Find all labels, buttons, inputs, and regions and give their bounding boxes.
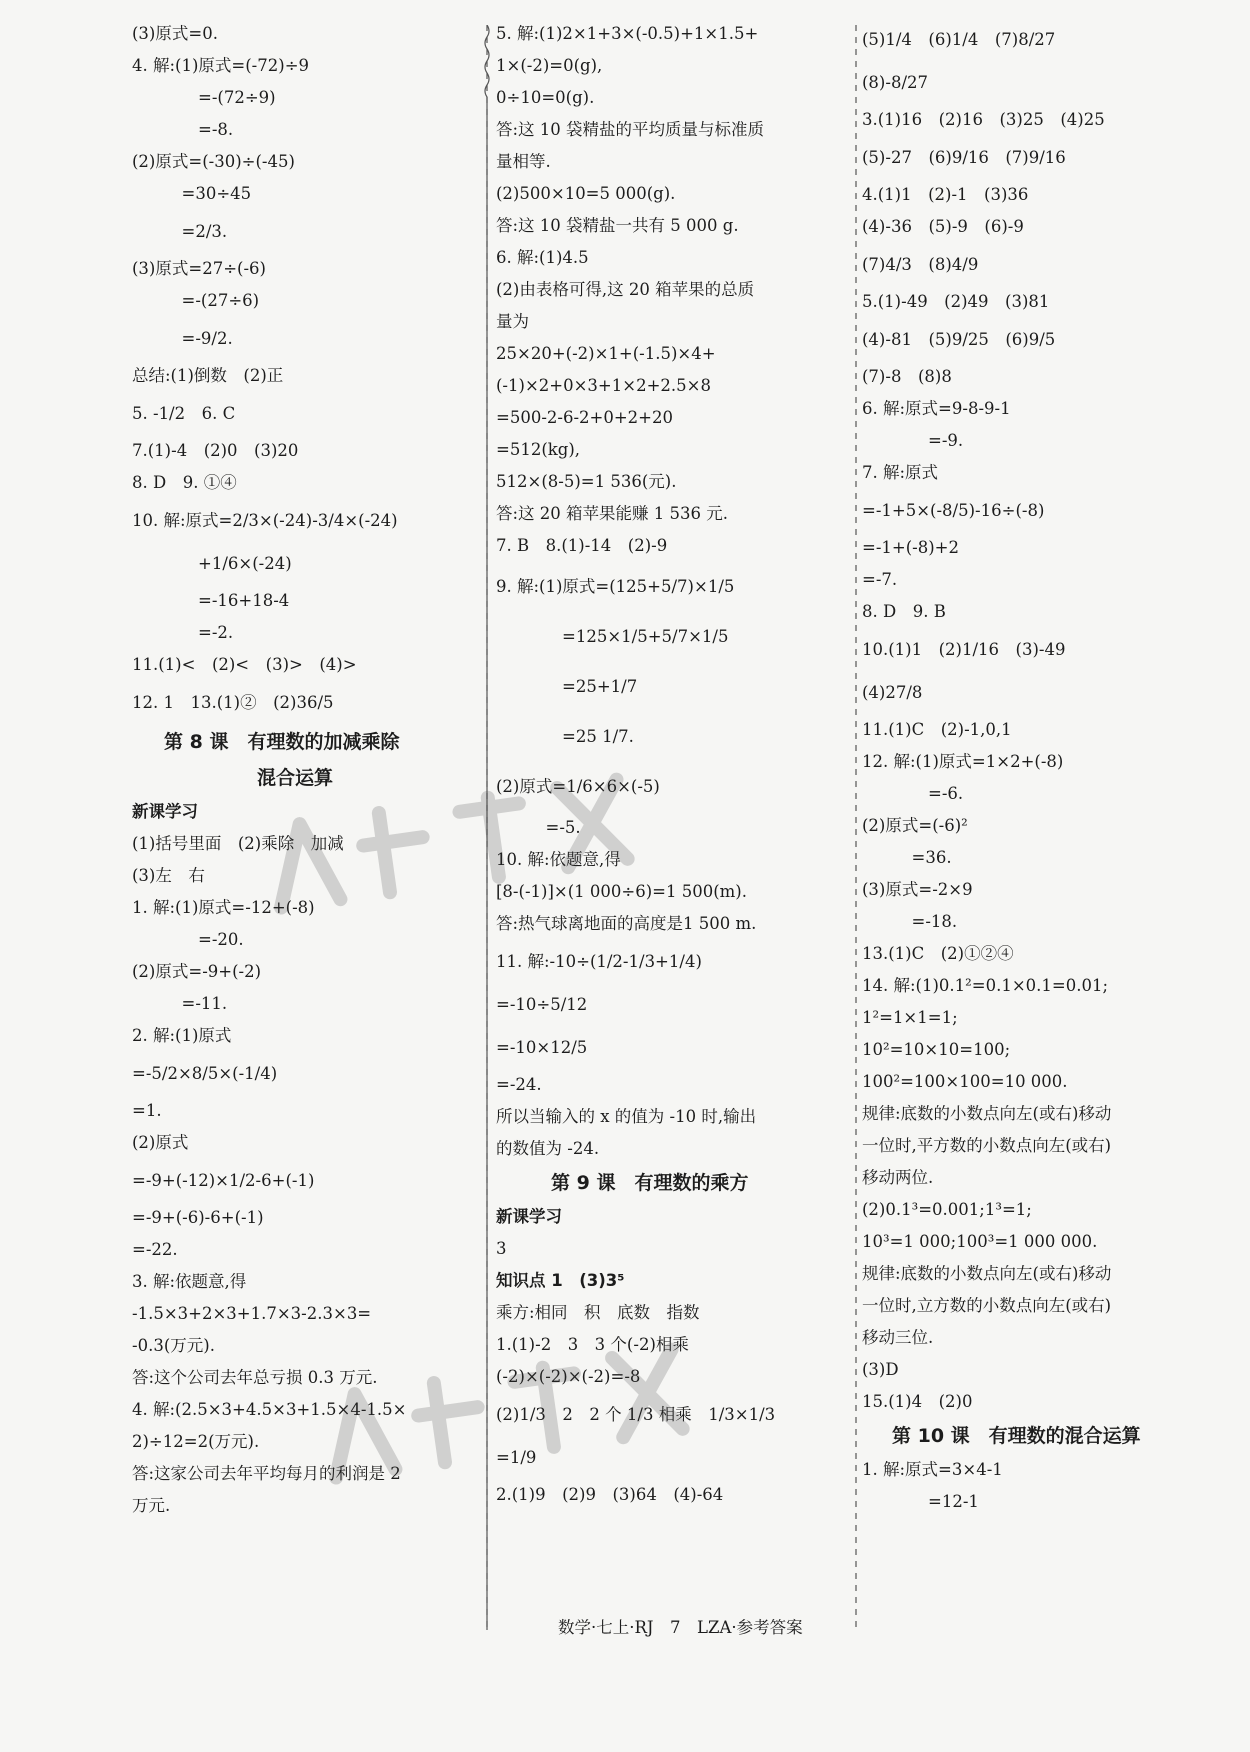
text-line: 9. 解:(1)原式=(125+5/7)×1/5	[496, 577, 735, 596]
text-line: =-22.	[132, 1240, 178, 1259]
text-line: 7. 解:原式	[862, 463, 939, 482]
lesson-heading: 第 10 课 有理数的混合运算	[892, 1425, 1141, 1447]
text-line: +1/6×(-24)	[132, 554, 292, 573]
text-line: 512×(8-5)=1 536(元).	[496, 472, 677, 491]
text-line: =-9.	[862, 431, 964, 450]
text-line: =-10÷5/12	[496, 995, 588, 1014]
text-line: =-7.	[862, 570, 898, 589]
text-line: =-6.	[862, 784, 964, 803]
text-line: =-20.	[132, 930, 244, 949]
text-line: =1/9	[496, 1448, 537, 1467]
text-line: 1.(1)-2 3 3 个(-2)相乘	[496, 1335, 689, 1354]
text-line: 量相等.	[496, 152, 551, 171]
text-line: 答:这 10 袋精盐的平均质量与标准质	[496, 120, 765, 139]
text-line: (3)原式=-2×9	[862, 880, 973, 899]
text-line: (5)1/4 (6)1/4 (7)8/27	[862, 30, 1056, 49]
text-line: 移动两位.	[862, 1168, 934, 1187]
text-line: 12. 1 13.(1)② (2)36/5	[132, 693, 334, 712]
text-line: 13.(1)C (2)①②④	[862, 944, 1014, 963]
text-line: =-1+5×(-8/5)-16÷(-8)	[862, 501, 1045, 520]
text-line: 3. 解:依题意,得	[132, 1272, 247, 1291]
text-line: 答:这 10 袋精盐一共有 5 000 g.	[496, 216, 739, 235]
text-line: 答:这 20 箱苹果能赚 1 536 元.	[496, 504, 729, 523]
text-line: 8. D 9. ①④	[132, 473, 237, 492]
text-line: 2.(1)9 (2)9 (3)64 (4)-64	[496, 1485, 724, 1504]
text-line: 所以当输入的 x 的值为 -10 时,输出	[496, 1107, 757, 1126]
text-line: (2)原式=(-6)²	[862, 816, 968, 835]
text-line: (3)原式=27÷(-6)	[132, 259, 266, 278]
text-line: =-(72÷9)	[132, 88, 276, 107]
lesson-heading: 第 9 课 有理数的乘方	[551, 1172, 749, 1194]
text-line: =25 1/7.	[496, 727, 634, 746]
text-line: (3)原式=0.	[132, 24, 218, 43]
text-line: (2)原式=1/6×6×(-5)	[496, 777, 660, 796]
text-line: 11.(1)C (2)-1,0,1	[862, 720, 1012, 739]
text-line: (2)原式=-9+(-2)	[132, 962, 262, 981]
text-line: 12. 解:(1)原式=1×2+(-8)	[862, 752, 1064, 771]
text-line: =-9+(-6)-6+(-1)	[132, 1208, 264, 1227]
text-line: 乘方:相同 积 底数 指数	[496, 1303, 700, 1322]
text-line: (4)27/8	[862, 683, 923, 702]
section-heading: 知识点 1 (3)3⁵	[496, 1271, 625, 1290]
text-line: 5. -1/2 6. C	[132, 404, 236, 423]
text-line: 一位时,平方数的小数点向左(或右)	[862, 1136, 1112, 1155]
text-line: =125×1/5+5/7×1/5	[496, 627, 729, 646]
text-line: 10. 解:依题意,得	[496, 850, 621, 869]
text-line: =2/3.	[132, 222, 228, 241]
text-line: 4. 解:(2.5×3+4.5×3+1.5×4-1.5×	[132, 1400, 407, 1419]
text-line: 3.(1)16 (2)16 (3)25 (4)25	[862, 110, 1105, 129]
text-line: 一位时,立方数的小数点向左(或右)	[862, 1296, 1112, 1315]
text-line: (7)4/3 (8)4/9	[862, 255, 979, 274]
text-line: 3	[496, 1239, 507, 1258]
text-line: 总结:(1)倒数 (2)正	[132, 366, 284, 385]
text-line: (2)500×10=5 000(g).	[496, 184, 676, 203]
text-line: 5.(1)-49 (2)49 (3)81	[862, 292, 1050, 311]
column-divider	[851, 25, 861, 1630]
column-right	[862, 18, 1222, 1518]
text-line: 万元.	[132, 1496, 171, 1515]
text-line: 10. 解:原式=2/3×(-24)-3/4×(-24)	[132, 511, 398, 530]
text-line: -0.3(万元).	[132, 1336, 215, 1355]
text-line: (2)原式	[132, 1133, 189, 1152]
text-line: 6. 解:原式=9-8-9-1	[862, 399, 1011, 418]
text-line: 量为	[496, 312, 529, 331]
text-line: 10.(1)1 (2)1/16 (3)-49	[862, 640, 1066, 659]
text-line: (2)1/3 2 2 个 1/3 相乘 1/3×1/3	[496, 1405, 776, 1424]
text-line: -1.5×3+2×3+1.7×3-2.3×3=	[132, 1304, 372, 1323]
text-line: =-(27÷6)	[132, 291, 260, 310]
text-line: (3)D	[862, 1360, 899, 1379]
text-line: (3)左 右	[132, 866, 205, 885]
text-line: =-11.	[132, 994, 228, 1013]
text-line: 6. 解:(1)4.5	[496, 248, 589, 267]
section-heading: 新课学习	[132, 802, 198, 821]
text-line: [8-(-1)]×(1 000÷6)=1 500(m).	[496, 882, 747, 901]
text-line: =-9+(-12)×1/2-6+(-1)	[132, 1171, 315, 1190]
text-line: 14. 解:(1)0.1²=0.1×0.1=0.01;	[862, 976, 1109, 995]
text-line: 11. 解:-10÷(1/2-1/3+1/4)	[496, 952, 702, 971]
column-divider	[482, 25, 492, 1630]
text-line: 规律:底数的小数点向左(或右)移动	[862, 1264, 1112, 1283]
text-line: 4. 解:(1)原式=(-72)÷9	[132, 56, 310, 75]
text-line: (8)-8/27	[862, 73, 928, 92]
text-line: =30÷45	[132, 184, 252, 203]
text-line: 1×(-2)=0(g),	[496, 56, 603, 75]
text-line: =-2.	[132, 623, 234, 642]
lesson-heading: 第 8 课 有理数的加减乘除	[164, 731, 400, 753]
text-line: 8. D 9. B	[862, 602, 946, 621]
page-footer: 数学·七上·RJ 7 LZA·参考答案	[558, 1618, 803, 1637]
text-line: 的数值为 -24.	[496, 1139, 600, 1158]
text-line: 7.(1)-4 (2)0 (3)20	[132, 441, 299, 460]
text-line: (2)由表格可得,这 20 箱苹果的总质	[496, 280, 755, 299]
text-line: =-1+(-8)+2	[862, 538, 959, 557]
text-line: =-16+18-4	[132, 591, 290, 610]
text-line: (-2)×(-2)×(-2)=-8	[496, 1367, 641, 1386]
text-line: 7. B 8.(1)-14 (2)-9	[496, 536, 668, 555]
text-line: 2. 解:(1)原式	[132, 1026, 232, 1045]
text-line: =1.	[132, 1101, 162, 1120]
text-line: 25×20+(-2)×1+(-1.5)×4+	[496, 344, 716, 363]
text-line: 1. 解:原式=3×4-1	[862, 1460, 1003, 1479]
text-line: 答:这家公司去年平均每月的利润是 2	[132, 1464, 401, 1483]
text-line: =-18.	[862, 912, 958, 931]
text-line: =512(kg),	[496, 440, 580, 459]
text-line: 规律:底数的小数点向左(或右)移动	[862, 1104, 1112, 1123]
text-line: =-24.	[496, 1075, 542, 1094]
text-line: (-1)×2+0×3+1×2+2.5×8	[496, 376, 711, 395]
text-line: =-9/2.	[132, 329, 233, 348]
text-line: 5. 解:(1)2×1+3×(-0.5)+1×1.5+	[496, 24, 759, 43]
text-line: =36.	[862, 848, 952, 867]
text-line: 答:热气球离地面的高度是1 500 m.	[496, 914, 757, 933]
section-heading: 新课学习	[496, 1207, 562, 1226]
text-line: =-5.	[496, 818, 581, 837]
column-left	[132, 18, 477, 1522]
text-line: =-10×12/5	[496, 1038, 588, 1057]
text-line: (4)-81 (5)9/25 (6)9/5	[862, 330, 1056, 349]
text-line: 1. 解:(1)原式=-12+(-8)	[132, 898, 315, 917]
text-line: =25+1/7	[496, 677, 638, 696]
text-line: (1)括号里面 (2)乘除 加减	[132, 834, 344, 853]
text-line: =-5/2×8/5×(-1/4)	[132, 1064, 278, 1083]
text-line: 10²=10×10=100;	[862, 1040, 1011, 1059]
text-line: =500-2-6-2+0+2+20	[496, 408, 674, 427]
text-line: 0÷10=0(g).	[496, 88, 595, 107]
text-line: (4)-36 (5)-9 (6)-9	[862, 217, 1024, 236]
text-line: 100²=100×100=10 000.	[862, 1072, 1068, 1091]
text-line: 移动三位.	[862, 1328, 934, 1347]
column-middle	[496, 18, 848, 1511]
text-line: 4.(1)1 (2)-1 (3)36	[862, 185, 1029, 204]
text-line: (5)-27 (6)9/16 (7)9/16	[862, 148, 1066, 167]
text-line: 答:这个公司去年总亏损 0.3 万元.	[132, 1368, 378, 1387]
text-line: (2)0.1³=0.001;1³=1;	[862, 1200, 1032, 1219]
text-line: 1²=1×1=1;	[862, 1008, 958, 1027]
text-line: =-8.	[132, 120, 234, 139]
text-line: 2)÷12=2(万元).	[132, 1432, 260, 1451]
lesson-heading: 混合运算	[257, 767, 334, 789]
text-line: 10³=1 000;100³=1 000 000.	[862, 1232, 1098, 1251]
text-line: 11.(1)< (2)< (3)> (4)>	[132, 655, 357, 674]
text-line: 15.(1)4 (2)0	[862, 1392, 973, 1411]
text-line: (7)-8 (8)8	[862, 367, 952, 386]
text-line: (2)原式=(-30)÷(-45)	[132, 152, 295, 171]
text-line: =12-1	[862, 1492, 979, 1511]
